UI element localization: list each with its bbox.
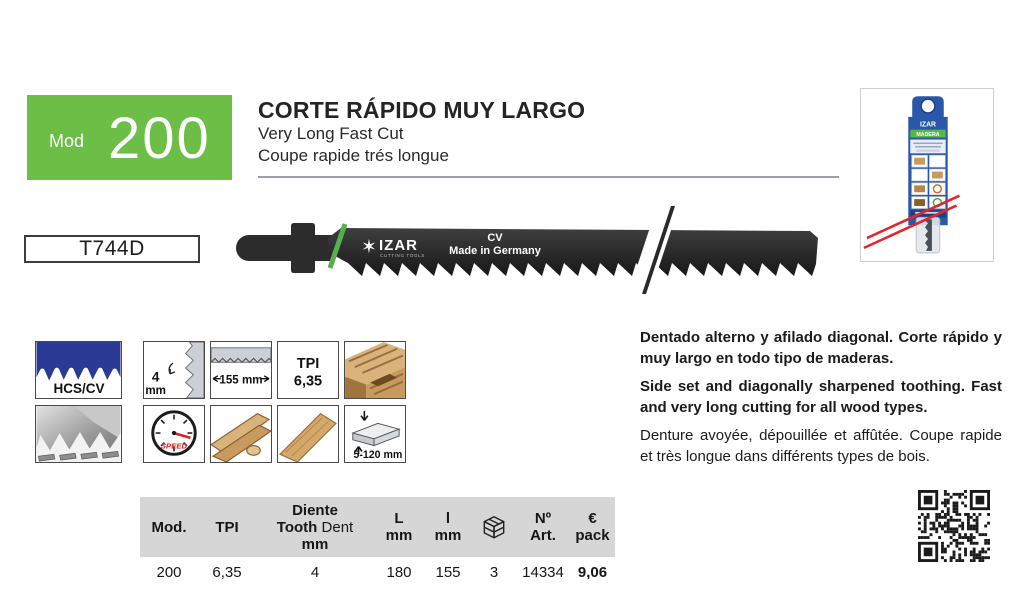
col-tpi: TPI xyxy=(198,497,256,557)
icon-wood-plank xyxy=(277,405,339,463)
qr-code xyxy=(918,490,990,562)
model-number: 200 xyxy=(108,106,211,171)
packaging-image xyxy=(860,88,994,262)
description-es: Dentado alterno y afilado diagonal. Corte rápido y muy largo en todo tipo de maderas. xyxy=(640,329,1002,367)
page-title: CORTE RÁPIDO MUY LARGO xyxy=(258,97,586,123)
blade-code-box xyxy=(24,235,200,263)
icon-tpi xyxy=(277,341,339,399)
cell-mod: 200 xyxy=(156,563,182,581)
col-price: € pack xyxy=(570,497,615,557)
blade-code: T744D xyxy=(79,237,145,260)
description-en: Side set and diagonally sharpened toothing. Fast and very long cutting for all wood types. xyxy=(640,378,1002,416)
icon-wood-cut xyxy=(344,341,406,399)
description-fr: Denture avoyée, dépouillée et affûtée. Coupe rapide et très longue dans différents types de bois. xyxy=(640,427,1002,465)
blade-steel: CV xyxy=(487,232,503,244)
subtitle-en: Very Long Fast Cut xyxy=(258,124,404,143)
icon-working-length xyxy=(210,341,272,399)
cell-length: 180 xyxy=(386,563,412,581)
cell-tpi: 6,35 xyxy=(212,563,242,581)
icon-speed-gauge xyxy=(143,405,205,463)
blade-shank xyxy=(236,223,334,273)
pack-hang-hole xyxy=(921,99,935,113)
col-working: l mm xyxy=(424,497,472,557)
blade-image xyxy=(230,205,830,295)
col-tooth: Diente Tooth Dent mm xyxy=(256,497,374,557)
icon-tooth-pitch-value: 4 xyxy=(151,369,160,385)
icon-speed-label: SPEED xyxy=(160,441,188,451)
blade-brand-tagline: CUTTING TOOLS xyxy=(380,253,425,258)
box-icon xyxy=(479,513,509,541)
cell-tooth: 4 xyxy=(310,563,320,581)
cell-art: 14334 xyxy=(522,563,564,581)
icon-material-label: HCS/CV xyxy=(53,381,105,397)
col-mod: Mod. xyxy=(140,497,198,557)
pack-band-label: MADERA xyxy=(916,132,940,139)
subtitle-fr: Coupe rapide trés longue xyxy=(258,146,449,165)
icon-thickness-label: 5-120 mm xyxy=(353,449,403,462)
cell-pack-qty: 3 xyxy=(489,563,499,581)
model-label: Mod xyxy=(49,131,85,151)
col-art: Nº Art. xyxy=(516,497,570,557)
icon-teeth-closeup xyxy=(35,405,122,463)
icon-tooth-pitch-unit: mm xyxy=(145,385,166,398)
spec-table-header xyxy=(140,497,615,557)
title-divider xyxy=(258,176,839,178)
icon-tpi-label: TPI xyxy=(296,356,320,373)
col-pack-qty xyxy=(472,497,516,557)
icon-wood-beams xyxy=(210,405,272,463)
blade-brand: IZAR xyxy=(379,237,418,254)
icon-material-hcs-cv xyxy=(35,341,122,399)
cell-working: 155 xyxy=(435,563,461,581)
spec-table-row xyxy=(140,557,615,587)
blade-origin: Made in Germany xyxy=(449,245,541,257)
pack-brand: IZAR xyxy=(919,121,937,129)
description-block xyxy=(640,327,1002,474)
title-block xyxy=(258,97,840,178)
cell-price: 9,06 xyxy=(577,563,608,581)
model-badge xyxy=(27,95,232,180)
izar-star-icon: ✶ xyxy=(361,237,377,258)
icon-material-thickness xyxy=(344,405,406,463)
col-length: L mm xyxy=(374,497,424,557)
icon-tpi-value: 6,35 xyxy=(293,373,323,390)
icon-working-length-label: 155 mm xyxy=(219,374,263,387)
icon-tooth-pitch xyxy=(143,341,205,399)
spec-table xyxy=(140,497,615,587)
